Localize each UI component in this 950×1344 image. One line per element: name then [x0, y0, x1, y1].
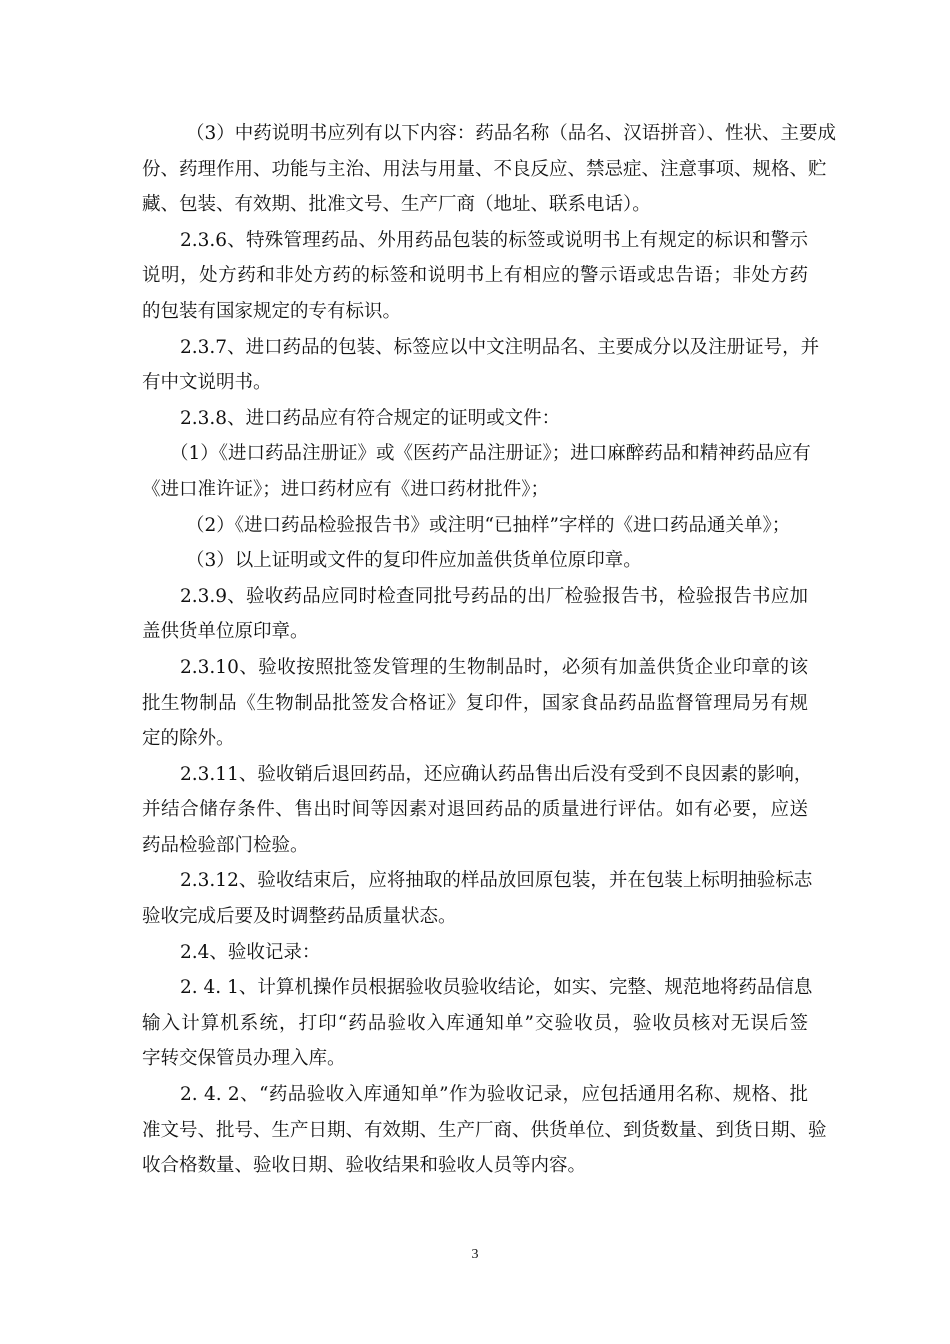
paragraph-line: 份、药理作用、功能与主治、用法与用量、不良反应、禁忌症、注意事项、规格、贮	[142, 158, 827, 180]
paragraph-line: 药品检验部门检验。	[142, 834, 309, 856]
paragraph-line: 2.3.6、特殊管理药品、外用药品包装的标签或说明书上有规定的标识和警示	[180, 229, 808, 251]
paragraph-line: 定的除外。	[142, 728, 235, 750]
paragraph-line: 2.3.11、验收销后退回药品，还应确认药品售出后没有受到不良因素的影响，	[180, 763, 813, 785]
paragraph-line: 《进口准许证》；进口药材应有《进口药材批件》；	[142, 478, 550, 500]
paragraph-line: 盖供货单位原印章。	[142, 621, 309, 643]
paragraph-line: 输入计算机系统，打印“药品验收入库通知单”交验收员，验收员核对无误后签	[142, 1012, 808, 1034]
paragraph-line: 准文号、批号、生产日期、有效期、生产厂商、供货单位、到货数量、到货日期、验	[142, 1119, 827, 1141]
document-body	[142, 116, 837, 1184]
paragraph-line: 2.3.9、验收药品应同时检查同批号药品的出厂检验报告书，检验报告书应加	[180, 585, 808, 607]
paragraph-line: （1）《进口药品注册证》或《医药产品注册证》；进口麻醉药品和精神药品应有	[170, 443, 811, 465]
page-number: 3	[471, 1247, 479, 1262]
paragraph-line: 2. 4. 2、“药品验收入库通知单”作为验收记录，应包括通用名称、规格、批	[180, 1084, 808, 1106]
paragraph-line: 2.3.8、进口药品应有符合规定的证明或文件：	[180, 407, 561, 429]
paragraph-line: （3）以上证明或文件的复印件应加盖供货单位原印章。	[186, 550, 642, 572]
paragraph-line: 并结合储存条件、售出时间等因素对退回药品的质量进行评估。如有必要，应送	[142, 799, 808, 821]
paragraph-line: 藏、包装、有效期、批准文号、生产厂商（地址、联系电话）。	[142, 194, 651, 216]
paragraph-line: 字转交保管员办理入库。	[142, 1048, 346, 1070]
paragraph-line: 说明，处方药和非处方药的标签和说明书上有相应的警示语或忠告语；非处方药	[142, 265, 808, 287]
paragraph-line: （3）中药说明书应列有以下内容：药品名称（品名、汉语拼音）、性状、主要成	[186, 123, 837, 144]
paragraph-line: 2.3.7、进口药品的包装、标签应以中文注明品名、主要成分以及注册证号，并	[180, 336, 820, 358]
paragraph-line: 收合格数量、验收日期、验收结果和验收人员等内容。	[142, 1155, 587, 1177]
paragraph-line: 有中文说明书。	[142, 372, 272, 394]
paragraph-line: 验收完成后要及时调整药品质量状态。	[142, 906, 457, 928]
paragraph-line: 2. 4. 1、计算机操作员根据验收员验收结论，如实、完整、规范地将药品信息	[180, 977, 813, 999]
paragraph-line: 的包装有国家规定的专有标识。	[142, 300, 402, 322]
section-heading: 2.4、验收记录：	[180, 941, 321, 963]
paragraph-line: 2.3.12、验收结束后，应将抽取的样品放回原包装，并在包装上标明抽验标志	[180, 870, 813, 892]
paragraph-line: 2.3.10、验收按照批签发管理的生物制品时，必须有加盖供货企业印章的该	[180, 656, 808, 678]
paragraph-line: （2）《进口药品检验报告书》或注明“已抽样”字样的《进口药品通关单》；	[186, 514, 791, 536]
paragraph-line: 批生物制品《生物制品批签发合格证》复印件，国家食品药品监督管理局另有规	[142, 692, 808, 714]
